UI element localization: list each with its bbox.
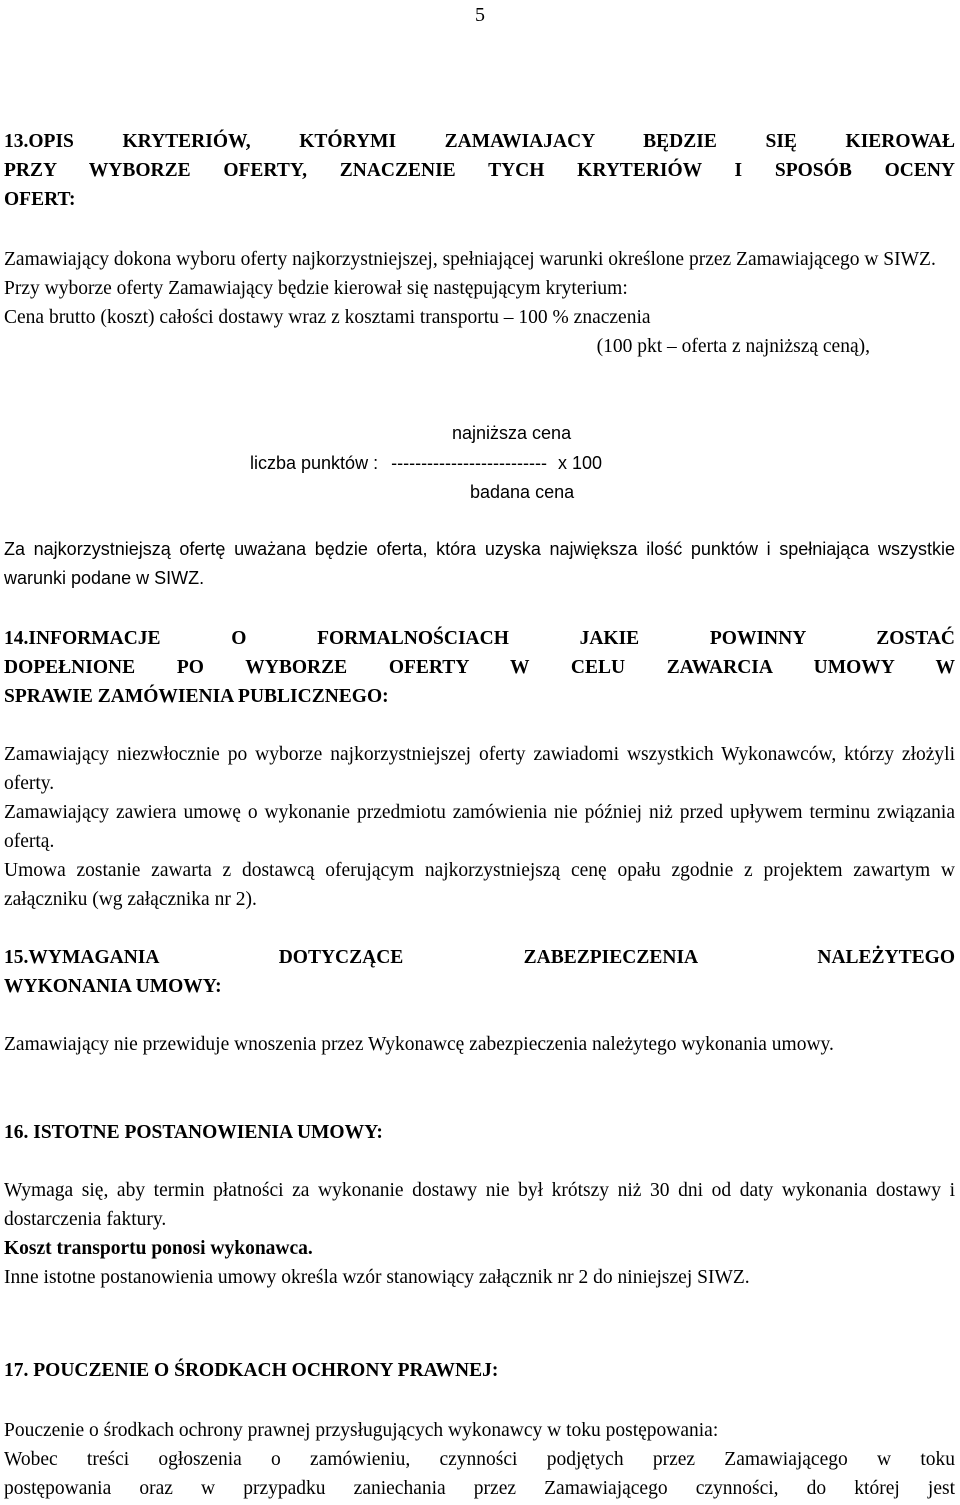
formula-label: liczba punktów : <box>250 453 379 473</box>
section-14-paragraph-3: Umowa zostanie zawarta z dostawcą oferującym najkorzystniejszą cenę opału zgodnie z projektem zawartym w załączniku (wg załącznika nr 2). <box>4 860 955 910</box>
section-17-paragraph-1: Pouczenie o środkach ochrony prawnej przysługujących wykonawcy w toku postępowania: <box>4 1420 719 1441</box>
section-17-paragraph-2-line-2: postępowania oraz w przypadku zaniechania przez Zamawiającego czynności, do której jest <box>4 1478 955 1499</box>
section-13-paragraph-1: Zamawiający dokona wyboru oferty najkorzystniejszej, spełniającej warunki określone przez Zamawiającego w SIWZ. <box>4 249 936 270</box>
section-14-heading-line-2: DOPEŁNIONE PO WYBORZE OFERTY W CELU ZAWARCIA UMOWY W <box>4 657 955 678</box>
formula-multiplier: x 100 <box>557 453 603 473</box>
section-13-heading <box>4 127 955 214</box>
formula-row <box>250 449 602 478</box>
formula-denominator: badana cena <box>470 482 575 502</box>
section-13-heading-line-2: PRZY WYBORZE OFERTY, ZNACZENIE TYCH KRYTERIÓW I SPOSÓB OCENY <box>4 160 955 181</box>
section-17-heading: 17. POUCZENIE O ŚRODKACH OCHRONY PRAWNEJ: <box>4 1360 499 1381</box>
section-13-conclusion: Za najkorzystniejszą ofertę uważana będzie oferta, która uzyska największa ilość punktów i spełniająca wszystkie warunki podane w SIWZ. <box>4 539 955 588</box>
section-15-heading <box>4 943 955 1001</box>
section-14-heading <box>4 624 955 711</box>
section-15-paragraph-1: Zamawiający nie przewiduje wnoszenia przez Wykonawcę zabezpieczenia należytego wykonania umowy. <box>4 1034 834 1055</box>
section-16-paragraph-1: Wymaga się, aby termin płatności za wykonanie dostawy nie był krótszy niż 30 dni od daty wykonania dostawy i dostarczenia faktury. <box>4 1180 955 1230</box>
section-13-paragraph-4: (100 pkt – oferta z najniższą ceną), <box>596 336 870 357</box>
section-14-heading-line-3: SPRAWIE ZAMÓWIENIA PUBLICZNEGO: <box>4 686 389 707</box>
section-14-paragraph-1: Zamawiający niezwłocznie po wyborze najkorzystniejszej oferty zawiadomi wszystkich Wykonawców, którzy złożyli oferty. <box>4 744 955 794</box>
section-16-heading: 16. ISTOTNE POSTANOWIENIA UMOWY: <box>4 1122 383 1143</box>
section-13-heading-line-3: OFERT: <box>4 189 76 210</box>
section-15-heading-line-1: 15.WYMAGANIA DOTYCZĄCE ZABEZPIECZENIA NALEŻYTEGO <box>4 947 955 968</box>
section-17-body <box>4 1416 955 1503</box>
section-14-paragraph-2: Zamawiający zawiera umowę o wykonanie przedmiotu zamówienia nie później niż przed upływem terminu związania ofertą. <box>4 802 955 852</box>
section-15-heading-line-2: WYKONANIA UMOWY: <box>4 976 222 997</box>
section-13-paragraph-3: Cena brutto (koszt) całości dostawy wraz z kosztami transportu – 100 % znaczenia <box>4 307 651 328</box>
section-16-paragraph-2: Koszt transportu ponosi wykonawca. <box>4 1238 313 1259</box>
section-13-paragraph-2: Przy wyborze oferty Zamawiający będzie kierował się następującym kryterium: <box>4 278 628 299</box>
points-formula <box>4 419 955 509</box>
page-number: 5 <box>475 4 485 26</box>
section-16-body <box>4 1176 955 1292</box>
formula-numerator: najniższa cena <box>452 423 572 443</box>
section-17-paragraph-2-line-1: Wobec treści ogłoszenia o zamówieniu, czynności podjętych przez Zamawiającego w toku <box>4 1449 955 1470</box>
section-14-heading-line-1: 14.INFORMACJE O FORMALNOŚCIACH JAKIE POWINNY ZOSTAĆ <box>4 628 955 649</box>
section-13-heading-line-1: 13.OPIS KRYTERIÓW, KTÓRYMI ZAMAWIAJACY BĘDZIE SIĘ KIEROWAŁ <box>4 131 955 152</box>
section-16-paragraph-3: Inne istotne postanowienia umowy określa wzór stanowiący załącznik nr 2 do niniejszej SIWZ. <box>4 1267 750 1288</box>
formula-fraction-line: -------------------------- <box>391 453 547 473</box>
section-14-body <box>4 740 955 914</box>
section-13-body <box>4 245 955 361</box>
